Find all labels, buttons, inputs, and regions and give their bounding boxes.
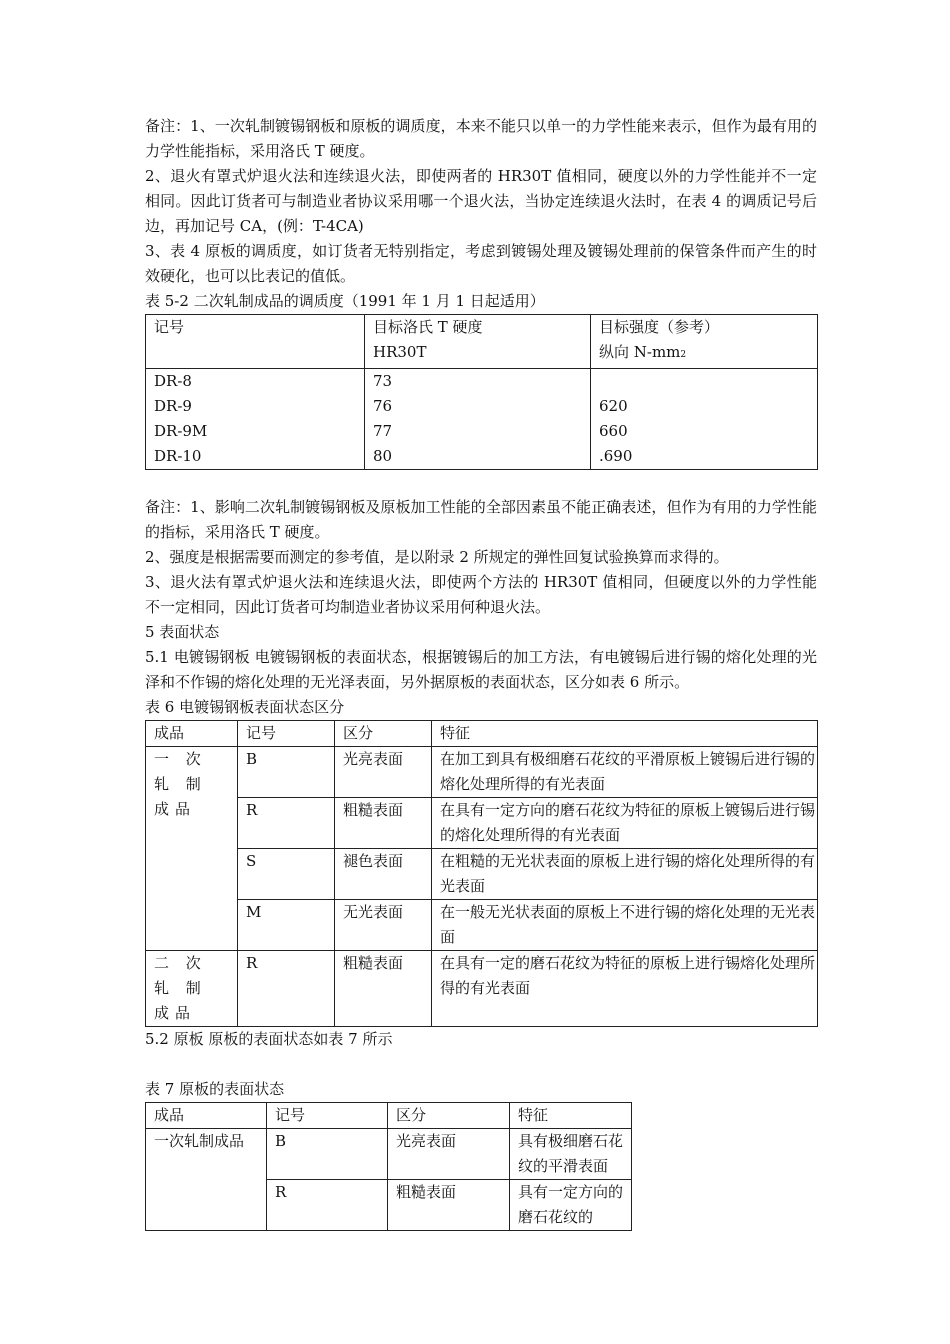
data-cell: 光亮表面: [335, 747, 432, 798]
data-cell: 620 660 .690: [591, 369, 818, 470]
data-cell: 在具有一定的磨石花纹为特征的原板上进行锡熔化处理所得的有光表面: [432, 951, 818, 1027]
table-6-caption: 表 6 电镀锡钢板表面状态区分: [145, 698, 345, 716]
table-header-row: [146, 315, 818, 369]
table-7: [145, 1102, 632, 1231]
note-1-1: 备注：1、一次轧制镀锡钢板和原板的调质度，本来不能只以单一的力学性能来表示，但作为最有用的力学性能指标，采用洛氏 T 硬度。: [145, 117, 817, 160]
table-5-2: [145, 314, 818, 470]
data-cell: 无光表面: [335, 900, 432, 951]
data-cell: DR-8 DR-9 DR-9M DR-10: [146, 369, 365, 470]
table-7-caption: 表 7 原板的表面状态: [145, 1080, 285, 1098]
data-cell: R: [267, 1180, 388, 1231]
data-cell: R: [238, 798, 335, 849]
table-row: [146, 951, 818, 1027]
header-cell: 特征: [510, 1103, 632, 1129]
data-cell: S: [238, 849, 335, 900]
data-cell: 具有极细磨石花纹的平滑表面: [510, 1129, 632, 1180]
section-5-2-text: 5.2 原板 原板的表面状态如表 7 所示: [145, 1030, 393, 1048]
note-1-3: 3、表 4 原板的调质度，如订货者无特别指定，考虑到镀锡处理及镀锡处理前的保管条件而产生的时效硬化，也可以比表记的值低。: [145, 242, 817, 285]
table-header-row: [146, 1103, 632, 1129]
header-cell: 目标强度（参考） 纵向 N-mm2: [591, 315, 818, 369]
header-cell: 记号: [146, 315, 365, 369]
table-row: [146, 900, 818, 951]
note-2-1: 备注：1、影响二次轧制镀锡钢板及原板加工性能的全部因素虽不能正确表述，但作为有用的力学性能的指标，采用洛氏 T 硬度。: [145, 498, 817, 541]
data-cell: 在一般无光状表面的原板上不进行锡的熔化处理的无光表面: [432, 900, 818, 951]
header-cell: 记号: [238, 721, 335, 747]
header-cell: 目标洛氏 T 硬度 HR30T: [365, 315, 591, 369]
group-cell: 一次轧制成品: [146, 1129, 267, 1231]
header-cell: 特征: [432, 721, 818, 747]
data-cell: 在具有一定方向的磨石花纹为特征的原板上镀锡后进行锡的熔化处理所得的有光表面: [432, 798, 818, 849]
group-cell: 二 次 轧 制 成品: [146, 951, 238, 1027]
table-row: [146, 798, 818, 849]
header-cell: 成品: [146, 1103, 267, 1129]
header-cell: 区分: [388, 1103, 510, 1129]
note-2-2: 2、强度是根据需要而测定的参考值，是以附录 2 所规定的弹性回复试验换算而求得的。: [145, 548, 729, 566]
data-cell: 粗糙表面: [388, 1180, 510, 1231]
table-row: [146, 369, 818, 470]
table-header-row: [146, 721, 818, 747]
data-cell: 在加工到具有极细磨石花纹的平滑原板上镀锡后进行锡的熔化处理所得的有光表面: [432, 747, 818, 798]
document-page: [145, 114, 817, 1231]
data-cell: B: [238, 747, 335, 798]
data-cell: 光亮表面: [388, 1129, 510, 1180]
table-5-2-caption: 表 5-2 二次轧制成品的调质度（1991 年 1 月 1 日起适用）: [145, 292, 545, 310]
header-cell: 成品: [146, 721, 238, 747]
unit-superscript: 2: [680, 350, 687, 360]
section-5-1-text: 5.1 电镀锡钢板 电镀锡钢板的表面状态，根据镀锡后的加工方法，有电镀锡后进行锡的熔化处理的光泽和不作锡的熔化处理的无光泽表面，另外据原板的表面状态，区分如表 6 所示。: [145, 648, 817, 691]
table-row: [146, 747, 818, 798]
data-cell: 73 76 77 80: [365, 369, 591, 470]
data-cell: 褪色表面: [335, 849, 432, 900]
group-cell: 一 次 轧 制 成品: [146, 747, 238, 951]
section-5-heading: 5 表面状态: [145, 623, 220, 641]
data-cell: B: [267, 1129, 388, 1180]
data-cell: 粗糙表面: [335, 951, 432, 1027]
data-cell: R: [238, 951, 335, 1027]
data-cell: 粗糙表面: [335, 798, 432, 849]
table-row: [146, 849, 818, 900]
data-cell: 在粗糙的无光状表面的原板上进行锡的熔化处理所得的有光表面: [432, 849, 818, 900]
header-cell: 区分: [335, 721, 432, 747]
table-6: [145, 720, 818, 1027]
note-1-2: 2、退火有罩式炉退火法和连续退火法，即使两者的 HR30T 值相同，硬度以外的力学性能并不一定相同。因此订货者可与制造业者协议采用哪一个退火法，当协定连续退火法时，在表 4 的调质记号后边，再加记号 CA，(例：T-4CA): [145, 167, 817, 235]
data-cell: 具有一定方向的磨石花纹的: [510, 1180, 632, 1231]
note-2-3: 3、退火法有罩式炉退火法和连续退火法，即使两个方法的 HR30T 值相同，但硬度以外的力学性能不一定相同，因此订货者可均制造业者协议采用何种退火法。: [145, 573, 817, 616]
table-row: [146, 1129, 632, 1180]
data-cell: M: [238, 900, 335, 951]
header-cell: 记号: [267, 1103, 388, 1129]
